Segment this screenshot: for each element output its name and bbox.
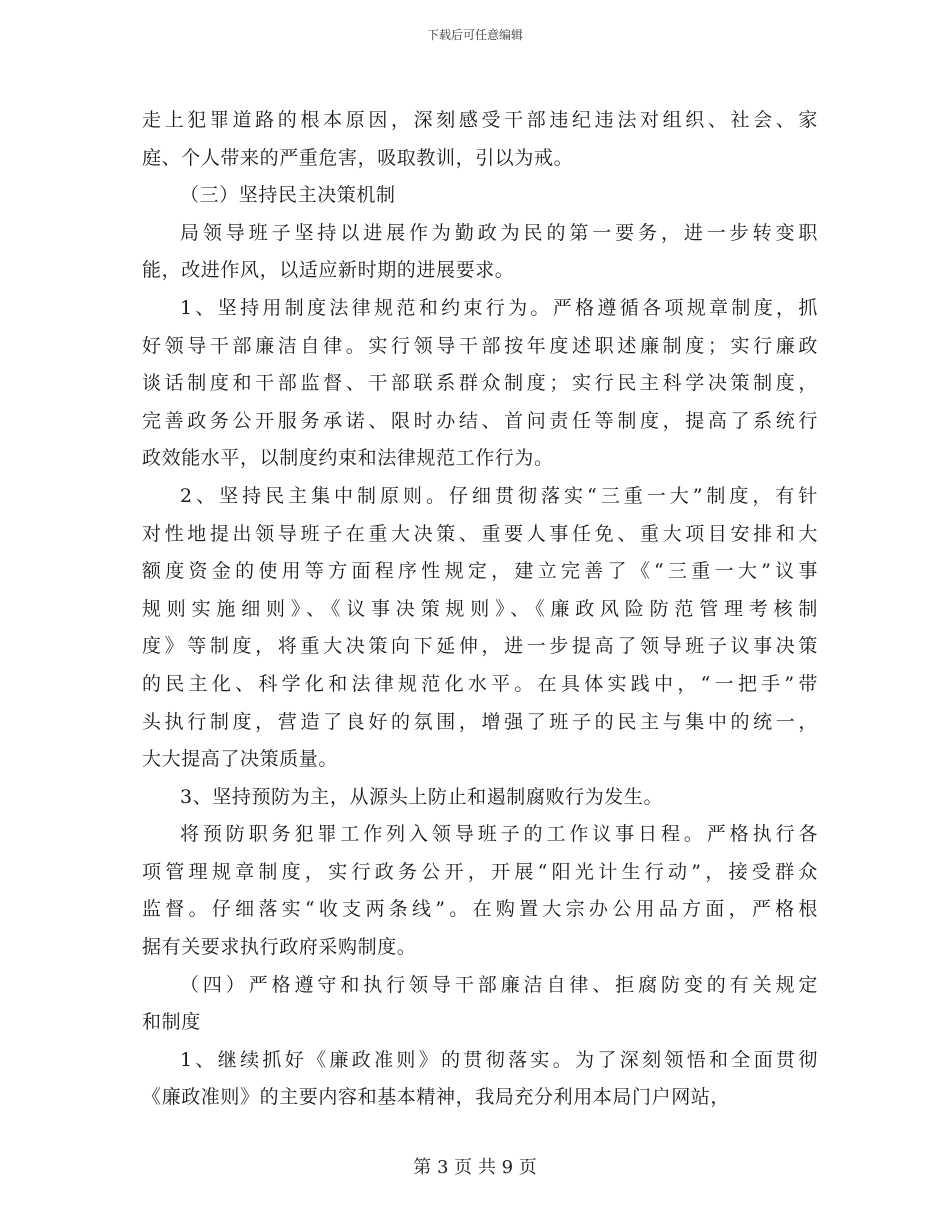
paragraph	[142, 290, 818, 478]
text-line: 头执行制度，营造了良好的氛围，增强了班子的民主与集中的统一，	[142, 710, 818, 733]
text-line: 谈话制度和干部监督、干部联系群众制度；实行民主科学决策制度，	[142, 372, 818, 395]
text-line: 走上犯罪道路的根本原因，深刻感受干部违纪违法对组织、社会、家	[142, 109, 818, 131]
document-body	[142, 102, 818, 1117]
text-line: （三）坚持民主决策机制	[180, 184, 396, 207]
text-line: 对性地提出领导班子在重大决策、重要人事任免、重大项目安排和大	[142, 522, 818, 545]
text-line: 将预防职务犯罪工作列入领导班子的工作议事日程。严格执行各	[180, 823, 818, 846]
paragraph	[142, 102, 818, 177]
paragraph	[142, 779, 818, 817]
text-line: 完善政务公开服务承诺、限时办结、首问责任等制度，提高了系统行	[142, 409, 818, 432]
text-line: 1、坚持用制度法律规范和约束行为。严格遵循各项规章制度，抓	[180, 296, 818, 319]
text-line: 和制度	[142, 1011, 201, 1034]
text-line: 2、坚持民主集中制原则。仔细贯彻落实“三重一大”制度，有针	[180, 484, 818, 507]
paragraph	[142, 478, 818, 779]
paragraph	[142, 1042, 818, 1117]
text-line: 局领导班子坚持以进展作为勤政为民的第一要务，进一步转变职	[180, 221, 818, 244]
paragraph	[142, 967, 818, 1042]
text-line: 能，改进作风，以适应新时期的进展要求。	[142, 259, 515, 282]
text-line: 监督。仔细落实“收支两条线”。在购置大宗办公用品方面，严格根	[142, 898, 818, 921]
text-line: （四）严格遵守和执行领导干部廉洁自律、拒腐防变的有关规定	[180, 973, 818, 996]
text-line: 额度资金的使用等方面程序性规定，建立完善了《“三重一大”议事	[142, 560, 818, 583]
text-line: 庭、个人带来的严重危害，吸取教训，引以为戒。	[142, 146, 574, 169]
text-line: 规则实施细则》、《议事决策规则》、《廉政风险防范管理考核制	[142, 597, 818, 620]
text-line: 大大提高了决策质量。	[142, 748, 339, 771]
text-line: 《廉政准则》的主要内容和基本精神，我局充分利用本局门户网站，	[142, 1086, 731, 1109]
text-line: 项管理规章制度，实行政务公开，开展“阳光计生行动”，接受群众	[142, 860, 818, 883]
text-line: 3、坚持预防为主，从源头上防止和遏制腐败行为发生。	[180, 785, 664, 808]
text-line: 1、继续抓好《廉政准则》的贯彻落实。为了深刻领悟和全面贯彻	[180, 1048, 818, 1071]
paragraph	[142, 177, 818, 215]
paragraph	[142, 215, 818, 290]
text-line: 据有关要求执行政府采购制度。	[142, 936, 417, 959]
text-line: 政效能水平，以制度约束和法律规范工作行为。	[142, 447, 554, 470]
text-line: 好领导干部廉洁自律。实行领导干部按年度述职述廉制度；实行廉政	[142, 334, 818, 357]
paragraph	[142, 816, 818, 966]
text-line: 度》等制度，将重大决策向下延伸，进一步提高了领导班子议事决策	[142, 635, 818, 658]
page-header-note: 下载后可任意编辑	[426, 28, 523, 42]
page-number: 第 3 页 共 9 页	[413, 1157, 537, 1178]
text-line: 的民主化、科学化和法律规范化水平。在具体实践中，“一把手”带	[142, 672, 818, 695]
